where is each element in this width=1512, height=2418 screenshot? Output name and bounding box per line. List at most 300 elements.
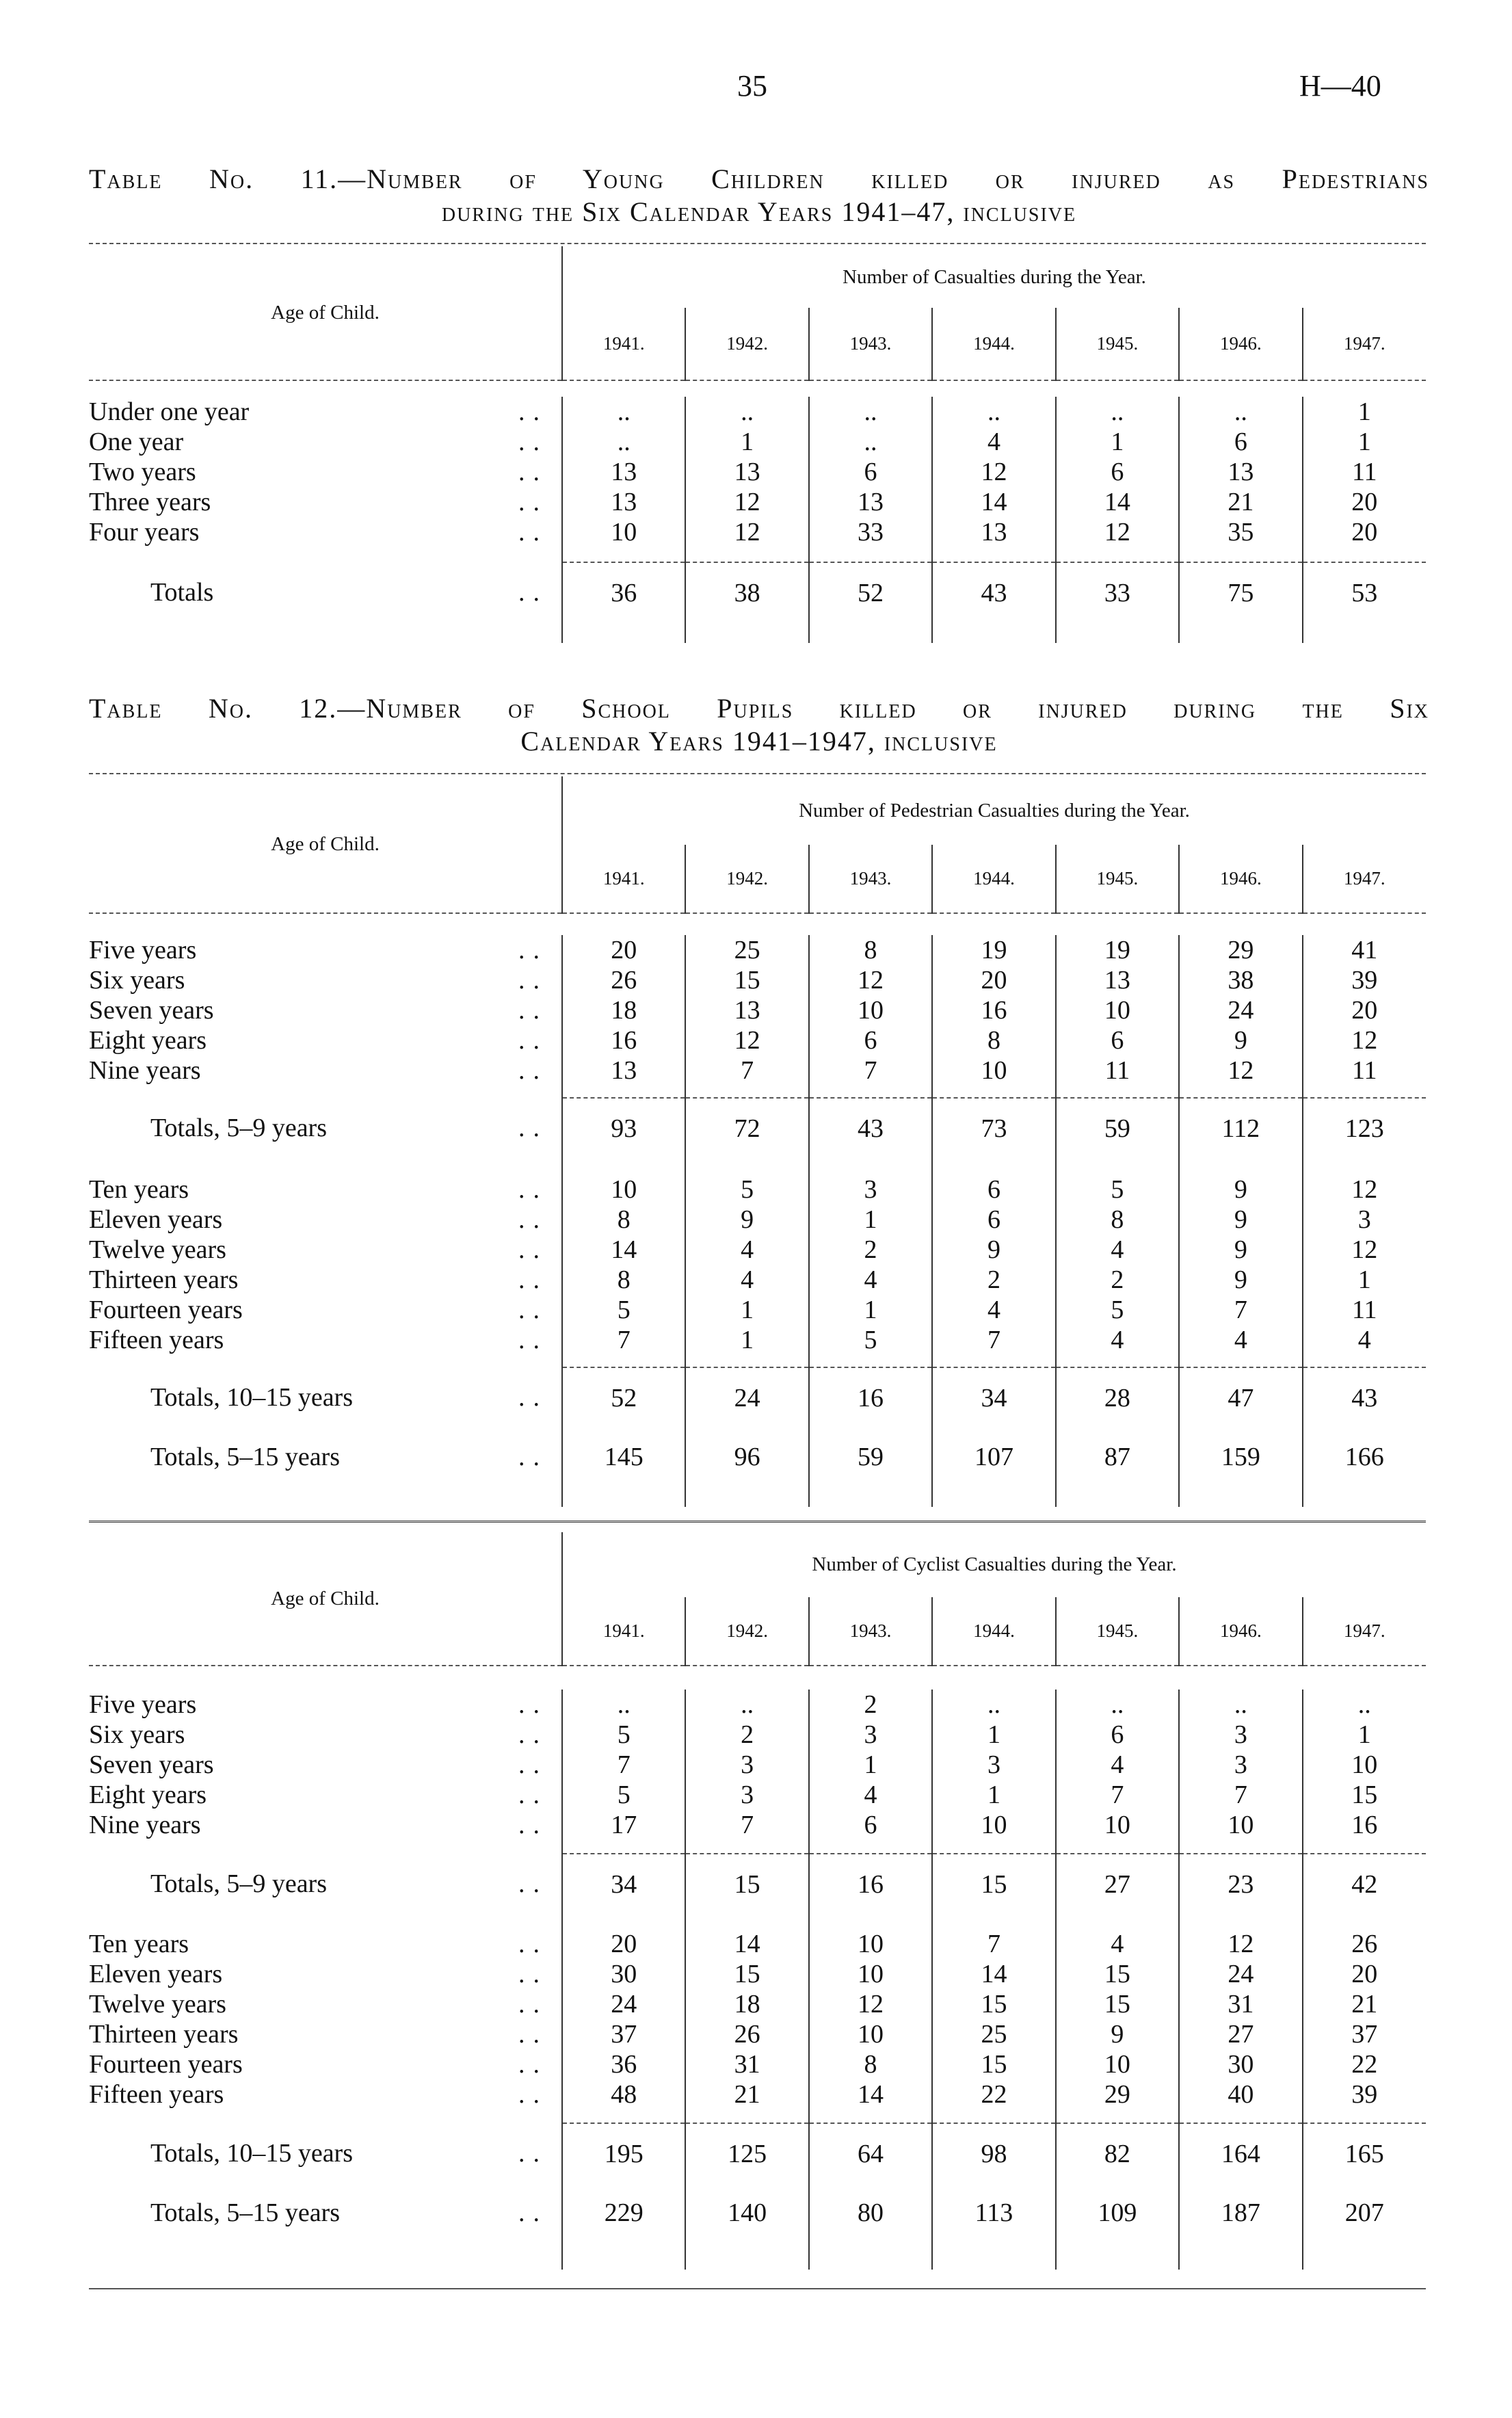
row-label-text: Totals, 5–9 years [150,1869,328,1898]
row-label-text: Nine years [89,1056,201,1085]
cell-value: 15 [685,1959,808,1989]
cell-value: 39 [1303,965,1426,995]
cell-value: 37 [562,2019,685,2049]
cell-value: 11 [1303,1295,1426,1325]
cell-value: 20 [1303,1959,1426,1989]
cell-value: 6 [932,1174,1055,1205]
cell-value: 34 [562,1854,685,1914]
table11-title-line2: during the Six Calendar Years 1941–47, inclusive [441,196,1077,227]
table-row [89,1810,1426,1840]
cell-value: 2 [809,1690,932,1720]
cell-value: 6 [809,1810,932,1840]
cell-value: 10 [1056,2049,1179,2079]
row-label-text: Fifteen years [89,2080,224,2109]
cell-value: 24 [685,1367,808,1428]
cell-value: 30 [562,1959,685,1989]
cell-value: 73 [932,1098,1055,1158]
row-label: Totals, 10–15 years .. [89,1367,562,1428]
cell-value: 52 [562,1367,685,1428]
cell-value: .. [809,397,932,427]
year-header: 1947. [1303,308,1426,380]
cell-value: 12 [809,965,932,995]
cell-value: 4 [932,1295,1055,1325]
table-row [89,457,1426,487]
pedestrian-group-header: Number of Pedestrian Casualties during the Year. [562,776,1426,845]
cell-value: 25 [932,2019,1055,2049]
row-label-text: Totals, 10–15 years [150,2139,354,2168]
table-row [89,1780,1426,1810]
row-label: Fifteen years .. [89,2080,548,2109]
row-label-text: Eight years [89,1026,207,1055]
row-label: Totals .. [89,562,562,622]
year-header: 1944. [932,1597,1055,1666]
cell-value: 8 [562,1205,685,1235]
cell-value: 10 [932,1810,1055,1840]
cell-value: 9 [685,1205,808,1235]
row-label-text: Eleven years [89,1960,223,1988]
table-row [89,1690,1426,1720]
cell-value: 8 [809,935,932,965]
table-row [89,1205,1426,1235]
cell-value: 1 [685,427,808,457]
table11-title [89,163,1429,228]
cell-value: 25 [685,935,808,965]
cell-value: 14 [1056,487,1179,517]
table-row [89,1265,1426,1295]
cell-value: 27 [1056,1854,1179,1914]
cell-value: 7 [562,1325,685,1355]
cell-value: 15 [932,1854,1055,1914]
year-header: 1942. [685,845,808,913]
cell-value: 12 [685,487,808,517]
cell-value: 20 [562,1929,685,1959]
table12-title-line1: Table No. 12.—Number of School Pupils killed or injured during the Six [89,693,1429,724]
cell-value: 4 [809,1780,932,1810]
cell-value: 1 [685,1325,808,1355]
cell-value: 26 [562,965,685,995]
cell-value: 2 [809,1235,932,1265]
row-label: One year .. [89,428,548,456]
totals-row [89,1098,1426,1158]
table-row [89,1989,1426,2019]
row-label: Totals, 5–15 years .. [89,1428,562,1486]
table-row [89,427,1426,457]
table-row [89,1174,1426,1205]
cell-value: 2 [685,1720,808,1750]
cell-value: 3 [809,1174,932,1205]
year-header: 1945. [1056,845,1179,913]
cell-value: 36 [562,562,685,622]
row-label-text: Twelve years [89,1235,226,1264]
cell-value: 10 [809,995,932,1025]
cell-value: 96 [685,1428,808,1486]
cell-value: 9 [1179,1025,1302,1055]
cell-value: 24 [1179,995,1302,1025]
cell-value: 9 [1179,1265,1302,1295]
row-label-text: Seven years [89,1750,214,1779]
cell-value: 34 [932,1367,1055,1428]
cell-value: 15 [1303,1780,1426,1810]
year-header: 1945. [1056,1597,1179,1666]
cell-value: 72 [685,1098,808,1158]
cell-value: 166 [1303,1428,1426,1486]
cell-value: 6 [1056,1720,1179,1750]
table12-title [89,692,1429,758]
cell-value: 8 [809,2049,932,2079]
year-header: 1946. [1179,1597,1302,1666]
cell-value: .. [1056,397,1179,427]
cell-value: 29 [1056,2079,1179,2110]
cell-value: 22 [932,2079,1055,2110]
row-label-text: Thirteen years [89,1265,239,1294]
cell-value: 4 [1179,1325,1302,1355]
cell-value: 37 [1303,2019,1426,2049]
cell-value: 7 [1056,1780,1179,1810]
year-header: 1946. [1179,845,1302,913]
row-label-text: Fourteen years [89,2050,243,2079]
cell-value: 8 [932,1025,1055,1055]
cell-value: 7 [1179,1295,1302,1325]
cell-value: .. [562,427,685,457]
cell-value: 64 [809,2123,932,2183]
pedestrian-age-header: Age of Child. [271,833,380,855]
cell-value: 1 [809,1750,932,1780]
row-label: Nine years .. [89,1811,548,1839]
cell-value: 123 [1303,1098,1426,1158]
cell-value: 31 [1179,1989,1302,2019]
cell-value: 75 [1179,562,1302,622]
cell-value: 4 [1056,1750,1179,1780]
row-label-text: Ten years [89,1175,189,1204]
cell-value: 10 [932,1055,1055,1086]
cell-value: 195 [562,2123,685,2183]
cell-value: 23 [1179,1854,1302,1914]
table-row [89,1750,1426,1780]
table-row [89,935,1426,965]
year-header: 1941. [562,308,685,380]
cell-value: 10 [1056,995,1179,1025]
cell-value: .. [932,397,1055,427]
table-row [89,1055,1426,1086]
table-row [89,965,1426,995]
table-row [89,1295,1426,1325]
table12-cyclist [89,1532,1426,2270]
cell-value: 5 [809,1325,932,1355]
row-label-text: Six years [89,1720,185,1749]
cell-value: 12 [1303,1235,1426,1265]
table-row [89,2049,1426,2079]
row-label: Totals, 5–9 years .. [89,1098,562,1158]
table-row [89,2019,1426,2049]
table-row [89,995,1426,1025]
year-header: 1943. [809,308,932,380]
cell-value: 27 [1179,2019,1302,2049]
row-label: Totals, 5–15 years .. [89,2183,562,2242]
table-row [89,2079,1426,2110]
cell-value: 10 [1303,1750,1426,1780]
row-label-text: Eleven years [89,1205,223,1234]
cell-value: 40 [1179,2079,1302,2110]
year-header: 1943. [809,1597,932,1666]
cell-value: 19 [932,935,1055,965]
cell-value: 33 [809,517,932,547]
cell-value: 113 [932,2183,1055,2242]
cell-value: 15 [685,965,808,995]
cell-value: 15 [932,2049,1055,2079]
cell-value: 10 [1056,1810,1179,1840]
cell-value: 6 [1179,427,1302,457]
cell-value: 207 [1303,2183,1426,2242]
cell-value: 5 [562,1720,685,1750]
cell-value: 15 [1056,1959,1179,1989]
cell-value: 125 [685,2123,808,2183]
row-label: Five years .. [89,936,548,964]
cell-value: 16 [809,1854,932,1914]
cell-value: 8 [562,1265,685,1295]
cell-value: 43 [1303,1367,1426,1428]
row-label: Three years .. [89,488,548,516]
table-row [89,1929,1426,1959]
cell-value: 42 [1303,1854,1426,1914]
cell-value: 48 [562,2079,685,2110]
totals-row [89,1428,1426,1486]
totals-row [89,2183,1426,2242]
cell-value: 9 [1179,1174,1302,1205]
totals-row [89,1854,1426,1914]
cell-value: 1 [1303,427,1426,457]
cyclist-group-header: Number of Cyclist Casualties during the Year. [562,1532,1426,1597]
row-label: Totals, 10–15 years .. [89,2123,562,2183]
page-number: 35 [737,69,767,103]
row-label: Twelve years .. [89,1235,548,1264]
cell-value: 2 [1056,1265,1179,1295]
cell-value: 16 [1303,1810,1426,1840]
cell-value: 13 [932,517,1055,547]
year-header: 1947. [1303,845,1426,913]
cell-value: 112 [1179,1098,1302,1158]
totals-row [89,1367,1426,1428]
row-label: Fifteen years .. [89,1326,548,1354]
cell-value: 7 [1179,1780,1302,1810]
table11-age-header: Age of Child. [271,302,380,324]
cell-value: 15 [685,1854,808,1914]
row-label-text: Four years [89,518,200,547]
cell-value: 5 [1056,1295,1179,1325]
cell-value: 24 [562,1989,685,2019]
year-header: 1943. [809,845,932,913]
cell-value: 4 [685,1265,808,1295]
row-label-text: Totals, 10–15 years [150,1383,354,1412]
row-label: Five years .. [89,1690,548,1719]
cell-value: 145 [562,1428,685,1486]
cell-value: 15 [1056,1989,1179,2019]
cell-value: 5 [562,1295,685,1325]
cell-value: 21 [1303,1989,1426,2019]
cell-value: .. [1056,1690,1179,1720]
year-header: 1946. [1179,308,1302,380]
cell-value: 24 [1179,1959,1302,1989]
cell-value: 14 [809,2079,932,2110]
row-label: Nine years .. [89,1056,548,1085]
cell-value: 4 [685,1235,808,1265]
cell-value: 6 [1056,1025,1179,1055]
cell-value: 13 [1179,457,1302,487]
row-label-text: Nine years [89,1811,201,1839]
cell-value: 4 [932,427,1055,457]
cell-value: .. [809,427,932,457]
cell-value: 38 [685,562,808,622]
row-label-text: Totals, 5–15 years [150,1443,341,1471]
cell-value: 26 [1303,1929,1426,1959]
row-label: Eleven years .. [89,1960,548,1988]
row-label: Eleven years .. [89,1205,548,1234]
row-label: Thirteen years .. [89,1265,548,1294]
cell-value: 16 [562,1025,685,1055]
cell-value: 9 [932,1235,1055,1265]
cell-value: 13 [562,487,685,517]
cell-value: 1 [1303,1265,1426,1295]
cell-value: 229 [562,2183,685,2242]
cell-value: 11 [1303,457,1426,487]
row-label-text: Ten years [89,1930,189,1958]
cell-value: 9 [1179,1205,1302,1235]
cell-value: .. [685,1690,808,1720]
cell-value: 7 [932,1325,1055,1355]
row-label-text: Thirteen years [89,2020,239,2049]
table11-group-header: Number of Casualties during the Year. [562,246,1426,308]
cell-value: 11 [1056,1055,1179,1086]
cell-value: 36 [562,2049,685,2079]
cell-value: 164 [1179,2123,1302,2183]
cell-value: 29 [1179,935,1302,965]
cell-value: 12 [1179,1929,1302,1959]
table-row [89,1025,1426,1055]
cell-value: 20 [1303,517,1426,547]
cell-value: 5 [685,1174,808,1205]
row-label: Ten years .. [89,1175,548,1204]
year-header: 1947. [1303,1597,1426,1666]
cell-value: 10 [562,1174,685,1205]
cell-value: 3 [1303,1205,1426,1235]
cell-value: 4 [1056,1325,1179,1355]
cell-value: 13 [685,457,808,487]
cell-value: 9 [1056,2019,1179,2049]
cell-value: 6 [809,1025,932,1055]
row-label-text: Five years [89,1690,197,1719]
page-code: H—40 [1299,69,1381,103]
year-header: 1941. [562,845,685,913]
row-label-text: Two years [89,458,196,486]
cell-value: 53 [1303,562,1426,622]
cell-value: 14 [932,487,1055,517]
cell-value: 22 [1303,2049,1426,2079]
cell-value: .. [562,1690,685,1720]
cell-value: 165 [1303,2123,1426,2183]
row-label: Under one year .. [89,397,548,426]
cell-value: 3 [932,1750,1055,1780]
cell-value: 43 [932,562,1055,622]
cell-value: 33 [1056,562,1179,622]
cell-value: 1 [809,1205,932,1235]
totals-row [89,562,1426,622]
cell-value: 1 [1303,397,1426,427]
row-label-text: Six years [89,966,185,995]
row-label: Seven years .. [89,1750,548,1779]
row-label-text: Eight years [89,1780,207,1809]
cell-value: 5 [1056,1174,1179,1205]
row-label-text: Seven years [89,996,214,1025]
totals-row [89,2123,1426,2183]
cell-value: 10 [809,1929,932,1959]
cell-value: 13 [685,995,808,1025]
cell-value: 12 [1179,1055,1302,1086]
table-row [89,397,1426,427]
row-label: Two years .. [89,458,548,486]
cell-value: .. [1179,1690,1302,1720]
cell-value: 1 [809,1295,932,1325]
table-row [89,1720,1426,1750]
row-label: Four years .. [89,518,548,547]
row-label: Seven years .. [89,996,548,1025]
cell-value: 10 [1179,1810,1302,1840]
cell-value: 6 [932,1205,1055,1235]
row-label: Ten years .. [89,1930,548,1958]
cell-value: 13 [562,1055,685,1086]
row-label-text: Five years [89,936,197,964]
cell-value: 7 [685,1055,808,1086]
row-label-text: One year [89,428,184,456]
cell-value: 9 [1179,1235,1302,1265]
row-label: Six years .. [89,966,548,995]
cell-value: 12 [1303,1025,1426,1055]
table-row [89,1325,1426,1355]
cell-value: 20 [932,965,1055,995]
cell-value: 21 [1179,487,1302,517]
cell-value: 7 [809,1055,932,1086]
table11 [89,246,1426,643]
cell-value: 14 [685,1929,808,1959]
cell-value: 10 [809,2019,932,2049]
row-label: Twelve years .. [89,1990,548,2019]
cell-value: 12 [1056,517,1179,547]
cell-value: 3 [809,1720,932,1750]
cell-value: .. [1303,1690,1426,1720]
cell-value: 20 [1303,995,1426,1025]
cell-value: 41 [1303,935,1426,965]
cell-value: 3 [1179,1720,1302,1750]
cell-value: 12 [685,517,808,547]
cell-value: 14 [932,1959,1055,1989]
cell-value: 1 [932,1780,1055,1810]
row-label: Eight years .. [89,1780,548,1809]
cell-value: 159 [1179,1428,1302,1486]
table12-title-line2: Calendar Years 1941–1947, inclusive [520,726,998,757]
row-label-text: Twelve years [89,1990,226,2019]
cell-value: 31 [685,2049,808,2079]
table-row [89,487,1426,517]
row-label: Fourteen years .. [89,2050,548,2079]
cell-value: .. [1179,397,1302,427]
row-label: Totals, 5–9 years .. [89,1854,562,1914]
cell-value: 39 [1303,2079,1426,2110]
cell-value: 2 [932,1265,1055,1295]
cell-value: 4 [1056,1235,1179,1265]
cell-value: 47 [1179,1367,1302,1428]
cell-value: 3 [1179,1750,1302,1780]
cell-value: 107 [932,1428,1055,1486]
cell-value: 18 [562,995,685,1025]
cell-value: 19 [1056,935,1179,965]
